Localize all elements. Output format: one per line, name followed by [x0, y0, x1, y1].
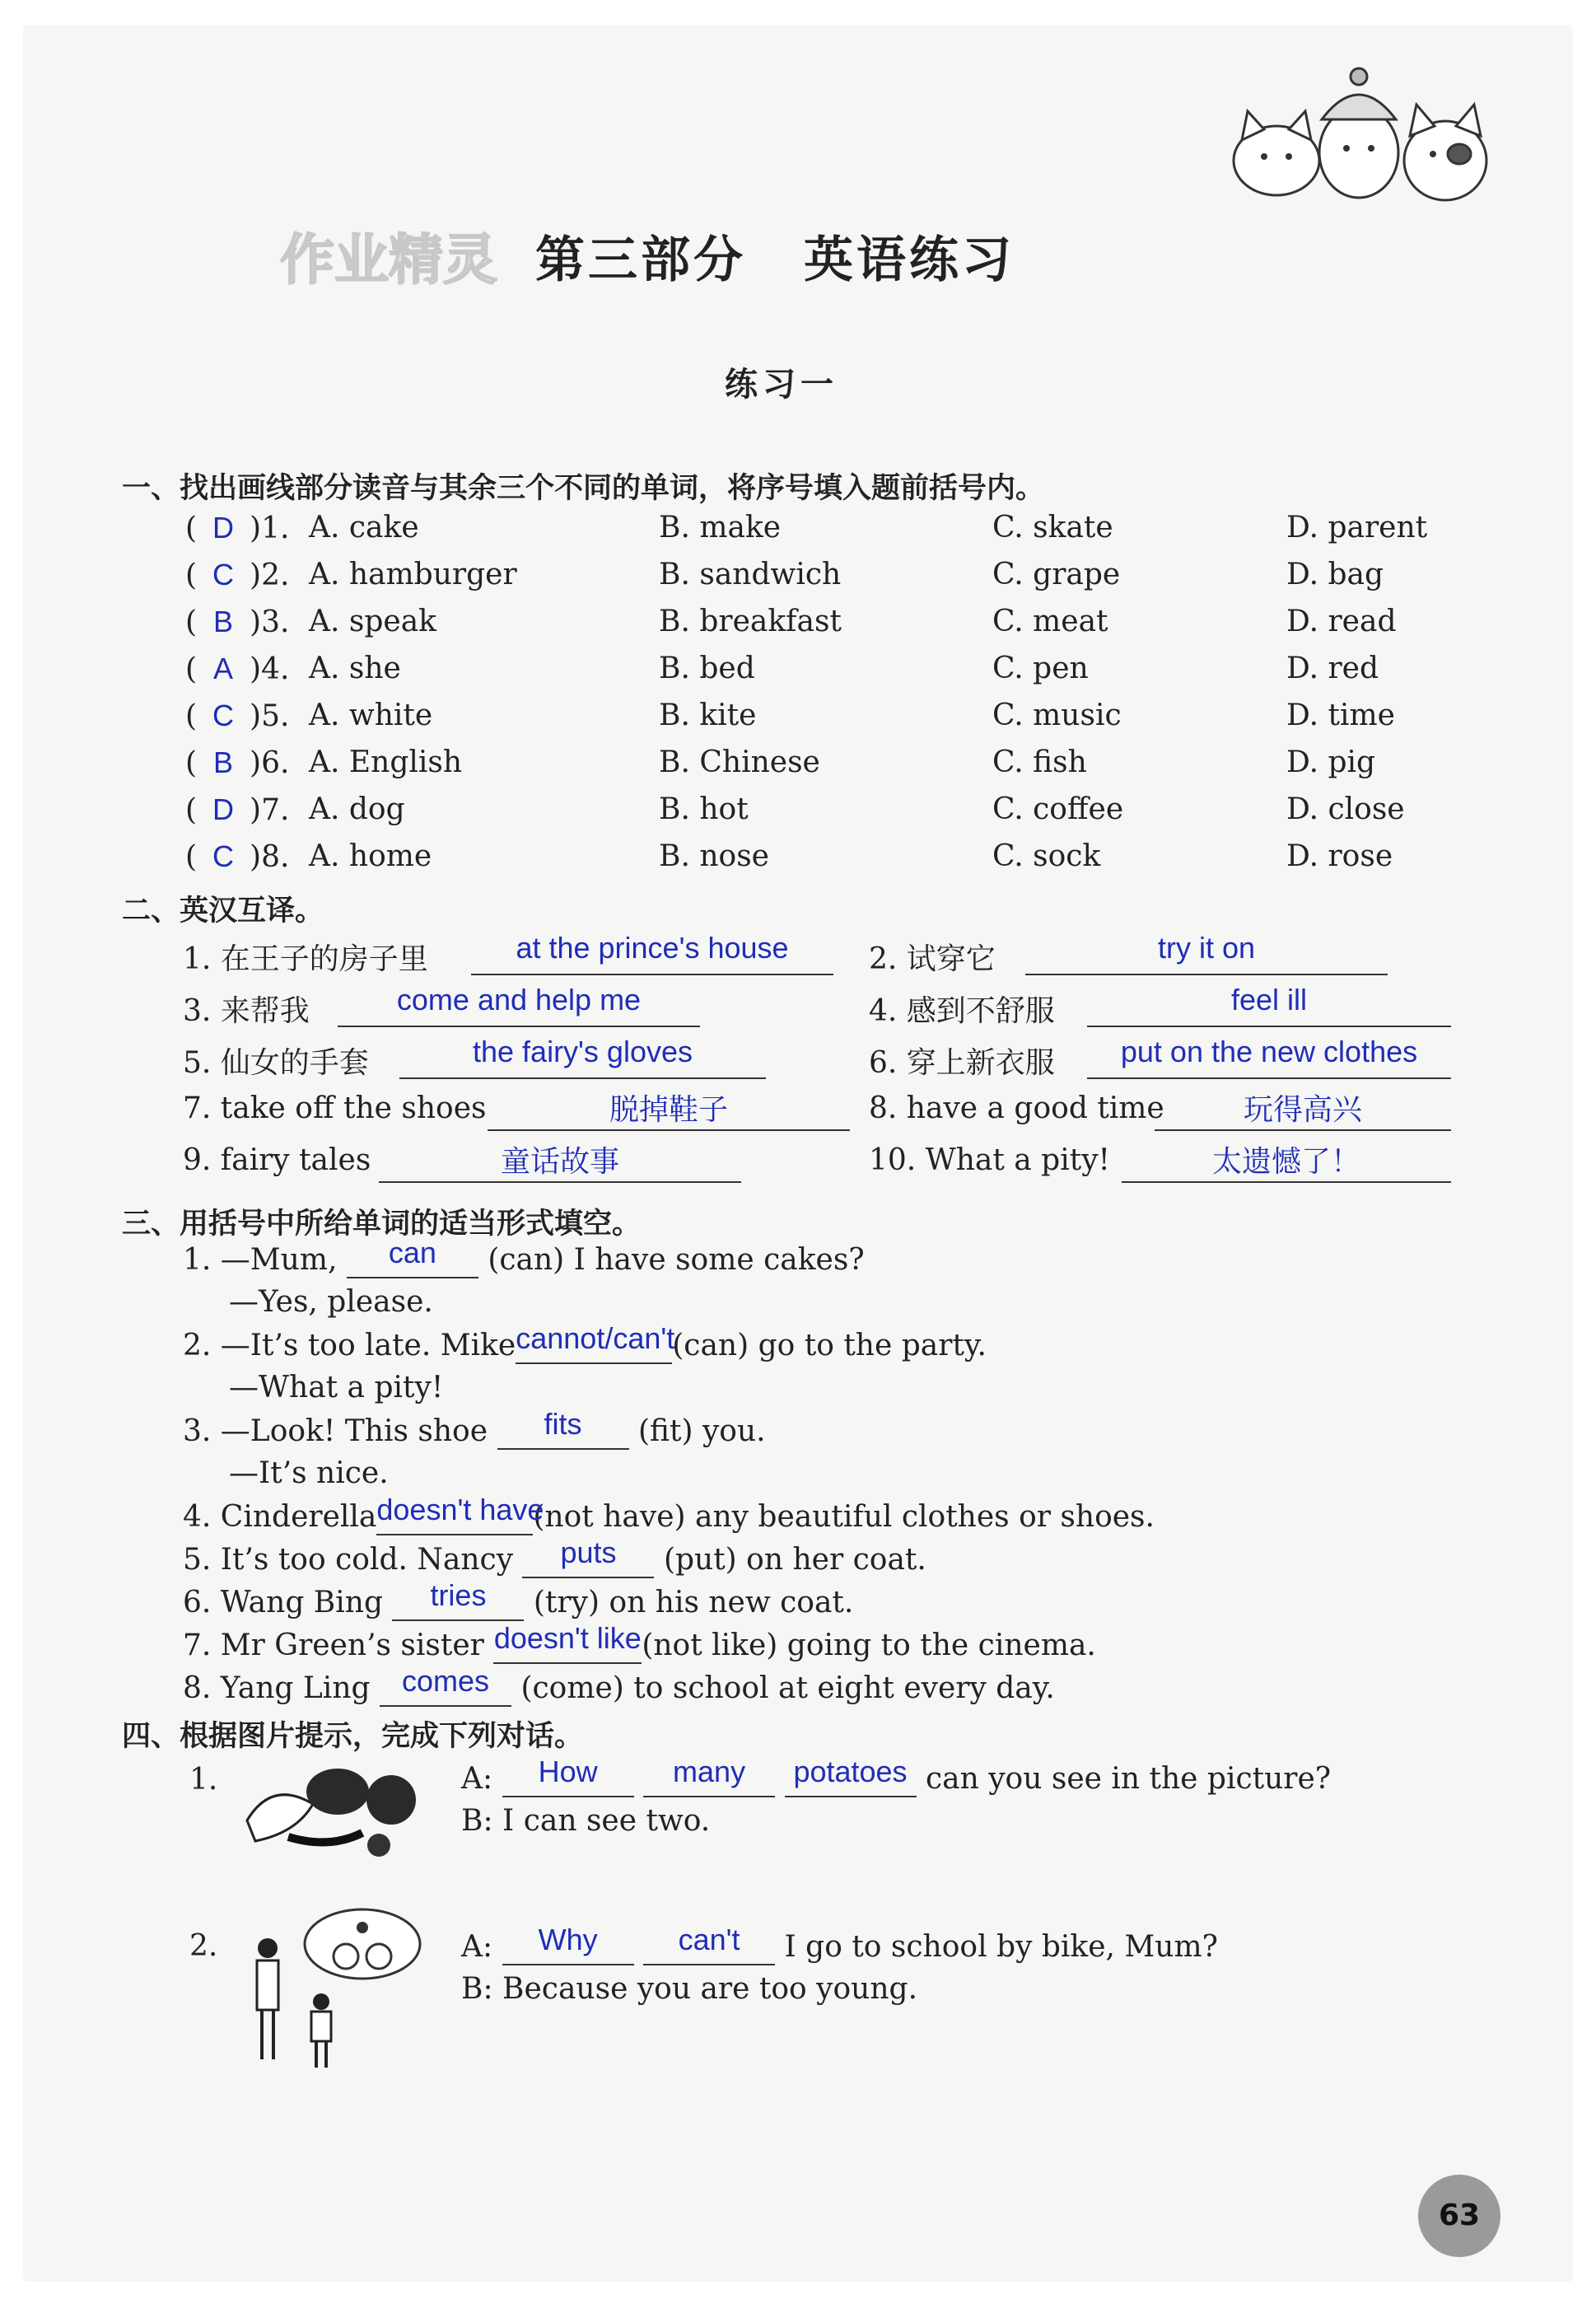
answer-line — [399, 1077, 766, 1079]
answer-blank: Why — [502, 1929, 634, 1965]
s1-answer: C — [212, 839, 235, 873]
s1-option-c: C. meat — [992, 605, 1108, 638]
s1-number: ( D )1. — [185, 511, 290, 545]
s1-option-a: A. white — [309, 699, 433, 732]
s1-number: ( C )5. — [185, 699, 290, 733]
answer-blank: comes — [380, 1671, 511, 1707]
s3-line-6: 6. Wang Bing tries (try) on his new coat. — [183, 1578, 854, 1619]
s2-answer: 玩得高兴 — [1243, 1092, 1362, 1126]
s1-option-d: D. parent — [1286, 511, 1428, 544]
answer-line — [379, 1181, 741, 1183]
s2-answer: put on the new clothes — [1120, 1035, 1418, 1068]
s1-option-a: A. dog — [309, 792, 405, 826]
answer-blank: many — [643, 1761, 775, 1797]
potatoes-vegetables-image — [239, 1755, 420, 1862]
s1-answer: B — [213, 605, 234, 638]
answer-blank: tries — [392, 1585, 524, 1621]
s1-answer: D — [212, 511, 235, 544]
s1-option-b: B. hot — [659, 792, 749, 826]
page-number: 63 — [1418, 2175, 1500, 2257]
s1-answer: C — [212, 699, 235, 732]
q2-line-b: B: Because you are too young. — [461, 1972, 918, 2006]
s2-answer: 童话故事 — [500, 1144, 619, 1178]
s1-option-c: C. sock — [992, 839, 1101, 873]
s2-question: 10. What a pity! — [869, 1143, 1110, 1177]
s1-option-a: A. hamburger — [309, 558, 517, 591]
s3-line-7: 7. Mr Green’s sister doesn't like(not like) going to the cinema. — [183, 1621, 1096, 1662]
s3-line-8: 8. Yang Ling comes (come) to school at eight every day. — [183, 1664, 1055, 1705]
exercise-subtitle: 练习一 — [725, 366, 838, 404]
cats-illustration — [1227, 62, 1515, 206]
answer-blank: How — [502, 1761, 634, 1797]
s2-answer: the fairy's gloves — [473, 1035, 693, 1068]
s3-line-4: 4. Cinderelladoesn't have(not have) any beautiful clothes or shoes. — [183, 1493, 1155, 1534]
section2-heading: 二、英汉互译。 — [122, 895, 324, 928]
s1-number: ( C )2. — [185, 558, 290, 592]
s3-line-5: 5. It’s too cold. Nancy puts (put) on her coat. — [183, 1535, 926, 1577]
s3-line-2: 2. —It’s too late. Mikecannot/can't(can) go to the party. — [183, 1321, 987, 1362]
s1-option-c: C. music — [992, 699, 1122, 732]
s2-answer: at the prince's house — [516, 931, 789, 965]
answer-blank: fits — [497, 1414, 629, 1450]
s2-question: 2. 试穿它 — [869, 942, 996, 976]
answer-line — [338, 1026, 700, 1027]
s2-question: 8. have a good time — [869, 1091, 1164, 1125]
s1-option-d: D. red — [1286, 652, 1379, 685]
s1-option-b: B. bed — [659, 652, 755, 685]
s3-line-3b: —It’s nice. — [229, 1456, 389, 1490]
s1-option-c: C. grape — [992, 558, 1121, 591]
answer-line — [488, 1129, 850, 1131]
answer-blank: doesn't like — [493, 1628, 642, 1664]
s2-answer: 太遗憾了！ — [1211, 1144, 1360, 1178]
s3-line-3: 3. —Look! This shoe fits (fit) you. — [183, 1407, 766, 1448]
s1-number: ( B )6. — [185, 745, 290, 780]
s1-option-b: B. kite — [659, 699, 757, 732]
title-part: 第三部分 — [535, 231, 746, 289]
s2-question: 7. take off the shoes — [183, 1091, 487, 1125]
s1-option-a: A. speak — [309, 605, 436, 638]
answer-line — [1087, 1077, 1451, 1079]
s1-number: ( A )4. — [185, 652, 290, 686]
answer-line — [1122, 1181, 1451, 1183]
s2-answer: try it on — [1157, 931, 1256, 965]
s1-option-d: D. close — [1286, 792, 1405, 826]
answer-line — [1155, 1129, 1451, 1131]
s1-option-d: D. pig — [1286, 745, 1376, 779]
page-title — [535, 221, 1015, 292]
s1-option-a: A. home — [309, 839, 432, 873]
s1-option-c: C. fish — [992, 745, 1087, 779]
answer-blank: cannot/can't — [516, 1328, 672, 1364]
s1-answer: A — [213, 652, 234, 685]
q1-number: 1. — [189, 1763, 218, 1797]
watermark-logo: 作业精灵 — [280, 228, 497, 292]
answer-line — [1025, 974, 1388, 975]
s3-line-2b: —What a pity! — [229, 1371, 444, 1404]
answer-line — [471, 974, 833, 975]
s1-option-b: B. Chinese — [659, 745, 820, 779]
s1-option-d: D. bag — [1286, 558, 1384, 591]
s2-question: 9. fairy tales — [183, 1143, 371, 1177]
s1-option-a: A. she — [309, 652, 401, 685]
s2-answer: 脱掉鞋子 — [609, 1092, 728, 1126]
s2-answer: feel ill — [1230, 983, 1308, 1016]
answer-blank: can — [347, 1242, 478, 1278]
s1-option-b: B. make — [659, 511, 782, 544]
section1-heading: 一、找出画线部分读音与其余三个不同的单词，将序号填入题前括号内。 — [122, 472, 1045, 505]
s1-option-a: A. cake — [309, 511, 419, 544]
s2-question: 4. 感到不舒服 — [869, 994, 1055, 1028]
s1-option-d: D. read — [1286, 605, 1397, 638]
title-subject: 英语练习 — [804, 231, 1015, 289]
s2-question: 5. 仙女的手套 — [183, 1046, 369, 1080]
s1-option-d: D. time — [1286, 699, 1395, 732]
q2-number: 2. — [189, 1929, 218, 1963]
answer-blank: doesn't have — [376, 1499, 533, 1535]
s2-question: 6. 穿上新衣服 — [869, 1046, 1055, 1080]
s1-number: ( C )8. — [185, 839, 290, 874]
s1-number: ( D )7. — [185, 792, 290, 827]
s3-line-1b: —Yes, please. — [229, 1285, 433, 1319]
answer-blank: can't — [643, 1929, 775, 1965]
s2-answer: come and help me — [396, 983, 642, 1016]
section3-heading: 三、用括号中所给单词的适当形式填空。 — [122, 1208, 642, 1241]
s1-option-b: B. nose — [659, 839, 769, 873]
s1-option-c: C. skate — [992, 511, 1113, 544]
s1-option-b: B. sandwich — [659, 558, 842, 591]
s1-option-d: D. rose — [1286, 839, 1393, 873]
q2-line-a: A: Why can't I go to school by bike, Mum? — [461, 1923, 1218, 1964]
s2-question: 3. 来帮我 — [183, 994, 310, 1028]
mother-child-bike-image — [239, 1903, 428, 2076]
answer-line — [1087, 1026, 1451, 1027]
s2-question: 1. 在王子的房子里 — [183, 942, 428, 976]
s1-option-a: A. English — [309, 745, 463, 779]
q1-line-a: A: How many potatoes can you see in the picture? — [461, 1755, 1332, 1796]
s1-answer: B — [213, 745, 234, 779]
s3-line-1: 1. —Mum, can (can) I have some cakes? — [183, 1236, 865, 1277]
s1-option-c: C. pen — [992, 652, 1089, 685]
s1-option-c: C. coffee — [992, 792, 1124, 826]
answer-blank: potatoes — [785, 1761, 917, 1797]
s1-number: ( B )3. — [185, 605, 290, 639]
q1-line-b: B: I can see two. — [461, 1804, 711, 1838]
s1-option-b: B. breakfast — [659, 605, 842, 638]
s1-answer: D — [212, 792, 235, 826]
answer-blank: puts — [522, 1542, 654, 1578]
section4-heading: 四、根据图片提示，完成下列对话。 — [122, 1720, 584, 1753]
s1-answer: C — [212, 558, 235, 591]
